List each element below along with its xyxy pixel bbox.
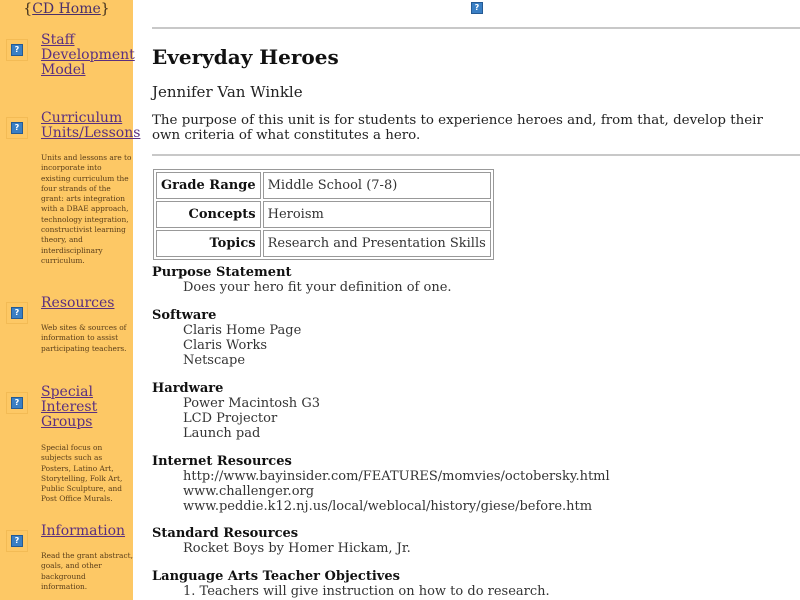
info-key: Topics <box>156 230 261 257</box>
table-row <box>156 172 491 199</box>
section-heading: Internet Resources <box>152 454 292 469</box>
section-item: http://www.bayinsider.com/FEATURES/momvies/octobersky.html <box>183 469 610 484</box>
section-heading: Purpose Statement <box>152 265 292 280</box>
help-icon: ? <box>11 397 23 409</box>
author-name: Jennifer Van Winkle <box>152 83 303 101</box>
help-icon-button[interactable] <box>6 392 28 414</box>
divider <box>152 27 800 29</box>
nav-description: Special focus on subjects such as Posters, Latino Art, Storytelling, Folk Art, Public Sculpture, and Post Office Murals. <box>41 443 123 504</box>
brace-close: } <box>100 1 110 17</box>
table-row <box>156 230 491 257</box>
nav-link-information[interactable] <box>41 524 133 539</box>
section-item: Rocket Boys by Homer Hickam, Jr. <box>183 541 411 556</box>
section-item: www.challenger.org <box>183 484 315 499</box>
divider <box>152 154 800 156</box>
brace-open: { <box>23 1 33 17</box>
top-help-icon-button[interactable] <box>471 2 483 14</box>
section-heading: Language Arts Teacher Objectives <box>152 569 400 584</box>
unit-info-table <box>153 169 494 260</box>
nav-description: Web sites & sources of information to assist participating teachers. <box>41 323 127 353</box>
link-line: Interest <box>41 399 98 415</box>
link-line: Special <box>41 384 93 400</box>
section-heading: Software <box>152 308 217 323</box>
section-item: Claris Works <box>183 338 268 353</box>
link-line: Resources <box>41 295 115 311</box>
info-value: Heroism <box>263 201 491 228</box>
help-icon: ? <box>11 307 23 319</box>
section-item: Power Macintosh G3 <box>183 396 320 411</box>
help-icon: ? <box>11 122 23 134</box>
section-hardware <box>152 381 320 441</box>
info-key: Grade Range <box>156 172 261 199</box>
section-item: 1. Teachers will give instruction on how to do research. <box>183 584 550 599</box>
info-value: Middle School (7-8) <box>263 172 491 199</box>
nav-link-resources[interactable] <box>41 296 133 311</box>
section-item: LCD Projector <box>183 411 278 426</box>
section-heading: Standard Resources <box>152 526 299 541</box>
home-link-wrapper <box>0 1 133 17</box>
help-icon: ? <box>11 535 23 547</box>
table-row <box>156 201 491 228</box>
link-line: Curriculum <box>41 110 123 126</box>
info-value: Research and Presentation Skills <box>263 230 491 257</box>
link-line: Development <box>41 47 135 63</box>
nav-description: Units and lessons are to incorporate into existing curriculum the four strands of the grant: arts integration with a DBAE approach, technology integration, constructivist learning theory, and interdisciplinary curriculum. <box>41 153 132 265</box>
help-icon: ? <box>471 2 483 14</box>
cd-home-link[interactable]: CD Home <box>32 1 101 17</box>
nav-link-curriculum[interactable] <box>41 110 141 141</box>
section-item: Netscape <box>183 353 246 368</box>
section-item: Launch pad <box>183 426 261 441</box>
section-item: www.peddie.k12.nj.us/local/weblocal/history/giese/before.htm <box>183 499 593 514</box>
nav-link-special-interest-groups[interactable] <box>41 385 133 430</box>
section-heading: Hardware <box>152 381 224 396</box>
link-line: Model <box>41 62 86 78</box>
section-item: Claris Home Page <box>183 323 302 338</box>
sidebar <box>0 0 141 600</box>
link-line: Units/Lessons <box>41 125 141 141</box>
section-item: Does your hero fit your definition of one. <box>183 280 452 295</box>
nav-description: Read the grant abstract, goals, and other background information. <box>41 551 133 591</box>
link-line: Groups <box>41 414 93 430</box>
section-language-arts-objectives <box>152 569 550 599</box>
help-icon: ? <box>11 44 23 56</box>
help-icon-button[interactable] <box>6 530 28 552</box>
link-line: Information <box>41 523 126 539</box>
page-title: Everyday Heroes <box>152 45 339 69</box>
nav-link-staff-development[interactable] <box>41 33 133 78</box>
help-icon-button[interactable] <box>6 39 28 61</box>
unit-purpose: The purpose of this unit is for students to experience heroes and, from that, develop their own criteria of what constitutes a hero. <box>152 113 763 143</box>
help-icon-button[interactable] <box>6 302 28 324</box>
link-line: Staff <box>41 32 75 48</box>
help-icon-button[interactable] <box>6 117 28 139</box>
section-software <box>152 308 301 368</box>
section-standard-resources <box>152 526 411 556</box>
info-key: Concepts <box>156 201 261 228</box>
section-purpose-statement <box>152 265 452 295</box>
section-internet-resources <box>152 454 610 514</box>
